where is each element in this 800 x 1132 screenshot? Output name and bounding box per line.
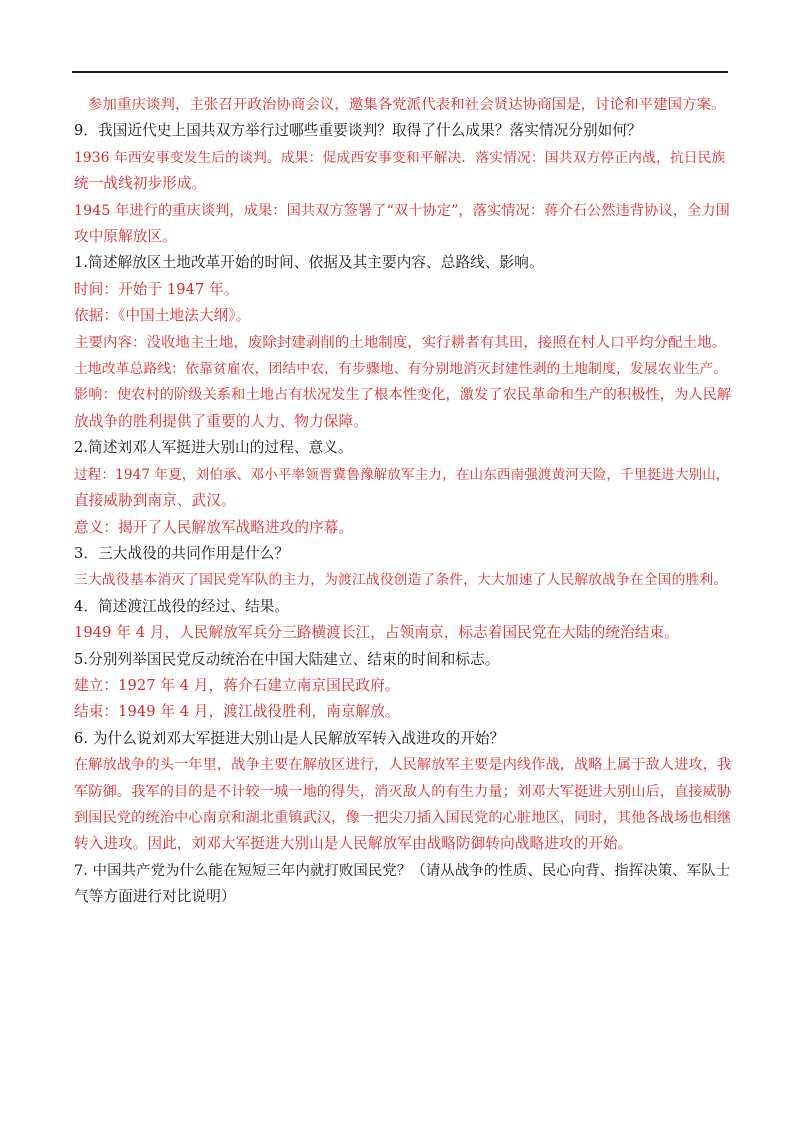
answer-text-line: 转入进攻。因此，刘邓大军挺进大别山是人民解放军由战略防御转向战略进攻的开始。: [74, 835, 633, 853]
question-text-line: 3．三大战役的共同作用是什么？: [74, 544, 290, 562]
answer-text-line: 在解放战争的头一年里，战争主要在解放区进行，人民解放军主要是内线作战，战略上属于敌人进攻，我: [74, 757, 732, 774]
answer-text-line: 过程：1947 年夏，刘伯承、邓小平率领晋冀鲁豫解放军主力，在山东西南强渡黄河天险，千里挺进大别山，: [74, 466, 730, 483]
answer-text-line: 1945 年进行的重庆谈判，成果：国共双方签署了“双十协定”，落实情况：蒋介石公然违背协议，全力围: [74, 202, 730, 219]
answer-text-line: 放战争的胜利提供了重要的人力、物力保障。: [74, 412, 368, 430]
header-rule: [72, 71, 728, 73]
answer-text-line: 结束：1949 年 4 月，渡江战役胜利，南京解放。: [74, 703, 400, 721]
document-body: [74, 92, 734, 911]
answer-text-line: 统一战线初步形成。: [74, 175, 207, 193]
answer-text-line: 军防御。我军的目的是不计较一城一地的得失，消灭敌人的有生力量；刘邓大军挺进大别山后，直接威胁: [74, 783, 732, 800]
answer-text-line: 依据：《中国土地法大纲》。: [74, 307, 251, 325]
answer-text-line: 建立：1927 年 4 月，蒋介石建立南京国民政府。: [74, 676, 400, 694]
question-text-line: 7. 中国共产党为什么能在短短三年内就打败国民党？（请从战争的性质、民心向背、指挥决策、军队士: [74, 862, 731, 879]
question-text-line: 气等方面进行对比说明）: [74, 888, 236, 906]
answer-text-line: 主要内容：没收地主土地，废除封建剥削的土地制度，实行耕者有其田，接照在村人口平均分配土地。: [74, 334, 727, 351]
answer-text-line: 1949 年 4 月，人民解放军兵分三路横渡长江，占领南京，标志着国民党在大陆的统治结束。: [74, 624, 679, 642]
answer-text-line: 参加重庆谈判，主张召开政治协商会议，邀集各党派代表和社会贤达协商国是，讨论和平建国方案。: [88, 97, 726, 113]
question-text-line: 2.简述刘邓人军挺进大别山的过程、意义。: [74, 439, 353, 457]
question-text-line: 5.分别列举国民党反动统治在中国大陆建立、结束的时间和标志。: [74, 650, 500, 668]
answer-text-line: 土地改革总路线：依靠贫雇农，团结中农，有步骤地、有分别地消灭封建性剥的土地制度，发展农业生产。: [74, 361, 728, 378]
question-text-line: 6. 为什么说刘邓大军挺进大别山是人民解放军转入战进攻的开始？: [74, 729, 505, 747]
answer-text-line: 到国民党的统治中心南京和湖北重镇武汉，像一把尖刀插入国民党的心脏地区，同时，其他各战场也相继: [74, 809, 732, 826]
question-text-line: 4．简述渡江战役的经过、结果。: [74, 597, 290, 615]
answer-text-line: 时间：开始于 1947 年。: [74, 280, 239, 298]
answer-text-line: 直接威胁到南京、武汉。: [74, 492, 236, 510]
answer-text-line: 意义：揭开了人民解放军战略进攻的序幕。: [74, 518, 354, 536]
question-text-line: 1.简述解放区土地改革开始的时间、依据及其主要内容、总路线、影响。: [74, 254, 544, 272]
question-text-line: 9．我国近代史上国共双方举行过哪些重要谈判？取得了什么成果？落实情况分别如何？: [74, 122, 642, 140]
answer-text-line: 攻中原解放区。: [74, 228, 177, 246]
answer-text-line: 影响：使农村的阶级关系和土地占有状况发生了根本性变化，激发了农民革命和生产的积极性，为人民解: [74, 387, 732, 404]
answer-text-line: 1936 年西安事变发生后的谈判。成果：促成西安事变和平解决．落实情况：国共双方停正内战，抗日民族: [74, 149, 726, 166]
answer-text-line: 三大战役基本消灭了国民党军队的主力，为渡江战役创造了条件，大大加速了人民解放战争在全国的胜利。: [74, 572, 728, 589]
